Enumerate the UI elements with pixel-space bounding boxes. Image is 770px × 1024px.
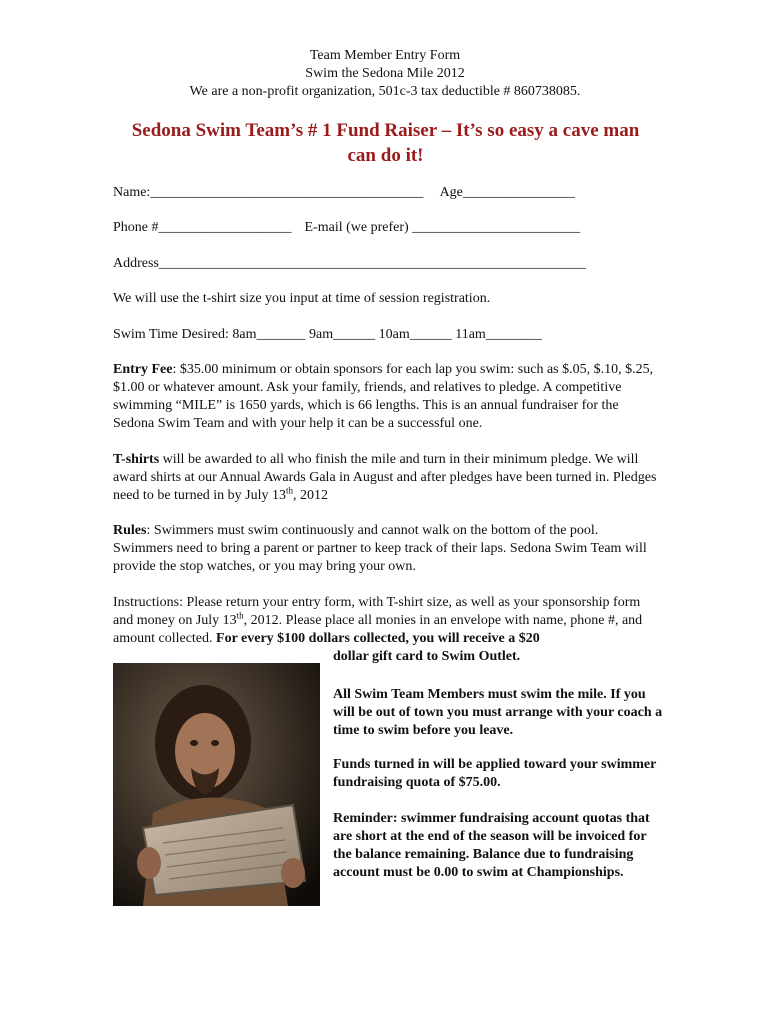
phone-field[interactable]: ___________________	[158, 220, 292, 235]
instructions-date-sup: th	[236, 610, 244, 621]
nonprofit-note: We are a non-profit organization, 501c-3 tax deductible # 860738085.	[189, 84, 581, 99]
age-label: Age	[439, 185, 463, 200]
name-label: Name:	[113, 185, 151, 200]
address-row	[113, 255, 586, 273]
tshirts-label: T-shirts	[113, 452, 160, 467]
caveman-photo	[113, 663, 320, 906]
tshirts-tail: , 2012	[293, 488, 329, 503]
funds-quota-note: Funds turned in will be applied toward your swimmer fundraising quota of $75.00.	[333, 757, 657, 790]
rules-paragraph	[113, 522, 661, 576]
tshirt-note: We will use the t-shirt size you input at time of session registration.	[113, 291, 491, 306]
rules-label: Rules	[113, 523, 147, 538]
gift-card-note-cont: dollar gift card to Swim Outlet.	[333, 649, 521, 664]
swim-time-9am[interactable]: 9am______	[309, 327, 376, 342]
instructions-paragraph	[113, 594, 661, 648]
swim-time-8am[interactable]: 8am_______	[232, 327, 306, 342]
title-line-2: can do it!	[347, 145, 424, 166]
page-title	[113, 118, 658, 168]
form-type: Team Member Entry Form	[309, 48, 461, 63]
swim-time-10am[interactable]: 10am______	[378, 327, 452, 342]
age-field[interactable]: ________________	[462, 185, 575, 200]
phone-email-row	[113, 219, 580, 237]
email-field[interactable]: ________________________	[412, 220, 581, 235]
swim-time-row	[113, 326, 542, 344]
event-name: Swim the Sedona Mile 2012	[305, 66, 465, 81]
tshirts-text: will be awarded to all who finish the mile and turn in their minimum pledge. We will award shirts at our Annual Awards Gala in August and after pledges have been turned in. Pledges need to be turned in by July 13	[113, 452, 657, 503]
instructions-text-1: Instructions: Please return your entry form, with T-shirt size, as well as your sponsorship form and money on July 13	[113, 595, 641, 628]
rules-text: : Swimmers must swim continuously and cannot walk on the bottom of the pool. Swimmers need to bring a parent or partner to keep track of their laps. Sedona Swim Team will provide the stop watches, or you may bring your own.	[113, 523, 647, 574]
swim-time-label: Swim Time Desired:	[113, 327, 229, 342]
tshirts-paragraph	[113, 451, 661, 505]
title-line-1: Sedona Swim Team’s # 1 Fund Raiser – It’s so easy a cave man	[131, 120, 640, 141]
mile-requirement-note: All Swim Team Members must swim the mile. If you will be out of town you must arrange with your coach a time to swim before you leave.	[333, 687, 663, 738]
form-header	[0, 47, 770, 101]
gift-card-note: For every $100 dollars collected, you will receive a $20	[216, 631, 540, 646]
email-label: E-mail (we prefer)	[304, 220, 409, 235]
reminder-note: Reminder: swimmer fundraising account quotas that are short at the end of the season will be invoiced for the balance remaining. Balance due to fundraising account must be 0.00 to swim at Championships.	[333, 811, 650, 880]
name-age-row	[113, 184, 575, 202]
entry-fee-text: : $35.00 minimum or obtain sponsors for each lap you swim: such as $.05, $.10, $.25, $1.00 or whatever amount. Ask your family, friends, and relatives to pledge. A competitive swimming “MILE” is 1650 yards, which is 66 lengths. This is an annual fundraiser for the Sedona Swim Team and with your help it can be a successful one.	[113, 362, 654, 431]
address-field[interactable]: _____________________________________________________________	[158, 256, 586, 271]
instructions-text-2: , 2012. Please place all monies in an envelope with name, phone #, and amount collected.	[113, 613, 643, 646]
swim-time-11am[interactable]: 11am________	[455, 327, 542, 342]
phone-label: Phone #	[113, 220, 159, 235]
entry-fee-paragraph	[113, 361, 661, 433]
address-label: Address	[113, 256, 159, 271]
tshirts-date-sup: th	[286, 485, 294, 496]
name-field[interactable]: _______________________________________	[150, 185, 424, 200]
entry-fee-label: Entry Fee	[113, 362, 173, 377]
